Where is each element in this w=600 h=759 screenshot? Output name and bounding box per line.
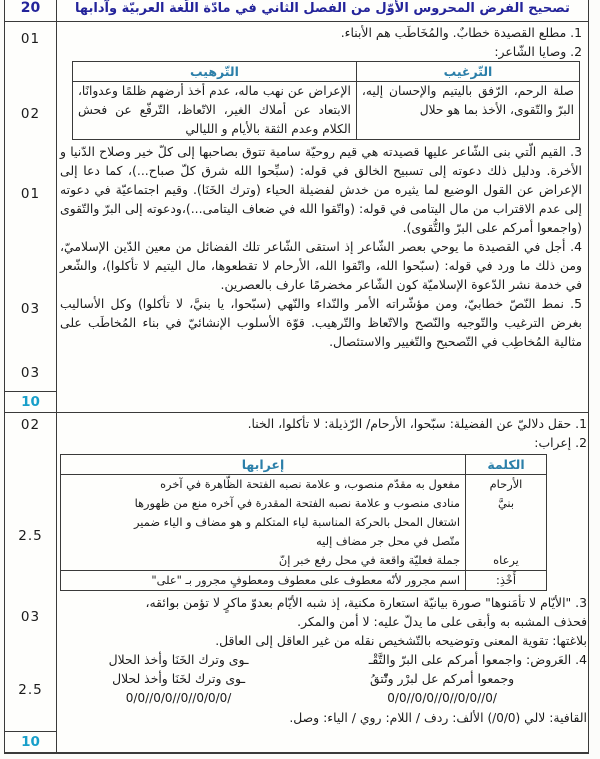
page-title: تصحيح الفرض المحروس الأوّل من الفصل الثاني في مادّة اللّغة العربيّة وآدابها	[75, 1, 570, 16]
answer-b3-line1: 3. "الأيّام لا تأمَنوها" صورة بيانيّة استعارة مكنية، إذ شبه الأيّام بعدوّ ماكرٍ لا تؤمن بوائقه،	[145, 595, 587, 610]
mark-q4: 03	[20, 301, 41, 317]
section-2	[5, 413, 588, 753]
section1-content	[57, 22, 588, 412]
answer-b2-label: 2. إعراب:	[534, 435, 587, 450]
aroud-phonetic-line	[60, 669, 587, 688]
aroud-verse-line	[60, 650, 587, 669]
mark-q1: 01	[20, 31, 41, 47]
word-bunayya: بنيَّ	[497, 496, 515, 510]
irab-header-row	[61, 455, 547, 475]
irab-lines-cell	[61, 475, 466, 571]
answer-5: 5. نمط النّصّ خطابيّ، ومن مؤشّراته الأمر والنّداء والنّهي (سبّحوا، يا بنيَّ، لا تأكلوا) وكل الأساليب بغرض الترغيب والتّوجيه والنّصح والاتّعاظ والتّرهيب. قوّة الأسلوب الإنشائيّ في بناء المُخاطَب على مثالية المُخاطِب في التّصحيح والتّغيير والاستئصال.	[60, 296, 582, 349]
wasaya-header-tarhib: التّرهيب	[73, 62, 357, 82]
wasaya-cell-targhib: صلة الرحم، الرّفق باليتيم والإحسان إليه، البرّ والتّقوى، الأخذ بما هو حلال	[356, 82, 579, 140]
section-1	[5, 22, 588, 413]
wasaya-body-row	[73, 82, 580, 140]
aroud-phonetic-left: ـوى وترك لخَنَا وأخذ لحلال	[112, 671, 246, 686]
section2-content	[57, 413, 593, 752]
mark-b2: 2.5	[18, 528, 43, 544]
aroud-phonetic-right: وجمعوا أمركم عل لبرْر وتّْتقُ	[370, 671, 515, 686]
qafiya-line: القافية: لالي (/0/0) الألف: ردف / اللام: روي / الياء: وصل.	[289, 710, 587, 725]
document-frame	[4, 0, 589, 754]
irab-line-5: جملة فعليّة واقعة في محل رفع خبر إنّ	[278, 553, 460, 567]
total-mark: 20	[5, 0, 57, 21]
answer-b3-line3: بلاغتها: تقوية المعنى وتوضيحه بالتّشخيص نقله من غير العاقل إلى العاقل.	[215, 633, 587, 648]
section2-subtotal: 10	[5, 731, 56, 752]
aroud-verse-left: ـوى وترك الخَنَا وأخذ الحلال	[108, 652, 249, 667]
irab-line-1: مفعول به مقدّم منصوب، و علامة نصبه الفتحة الظّاهرة في آخره	[160, 477, 460, 491]
scansion-left: 0/0//0/0//0//0/0/0/	[125, 691, 232, 705]
answer-1: 1. مطلع القصيدة خطابٌ. والمُخَاطَب هم الأبناء.	[340, 25, 582, 40]
irab-header-word: الكلمة	[466, 455, 547, 475]
wasaya-table	[72, 61, 580, 140]
answer-2-label: 2. وصايا الشّاعر:	[494, 44, 582, 59]
mark-b1: 02	[20, 417, 41, 433]
irab-row-1	[61, 475, 547, 571]
wasaya-header-row	[73, 62, 580, 82]
irab-table	[60, 454, 547, 591]
scansion-right: 0/0//0/0//0//0/0//0/	[387, 691, 497, 705]
irab-line-4: متّصل في محل جر مضاف إليه	[316, 534, 460, 548]
mark-q3: 01	[20, 186, 41, 202]
word-spacer	[471, 513, 541, 551]
wasaya-header-targhib: التّرغيب	[356, 62, 579, 82]
irab-line-2: منادى منصوب و علامة نصبه الفتحة المقدرة في آخره منع من ظهورها	[134, 496, 460, 510]
irab-header-irab: إعرابها	[61, 455, 466, 475]
irab-words-cell	[466, 475, 547, 571]
answer-b3-line2: فحذف المشبه به وأبقى على ما يدلّ عليه: لا أمن والمكر.	[297, 614, 587, 629]
mark-q2: 02	[20, 106, 41, 122]
irab-akhdh: اسم مجرور لأنّه معطوف على معطوف ومعطوفٍ مجرور بـ "على"	[61, 571, 466, 591]
word-alarham: الأرحام	[489, 477, 523, 491]
answer-4: 4. أجل في القصيدة ما يوحي بعصر الشّاعر إذ استقى الشّاعر تلك الفضائل من معين الدّين الإسلاميّ، ومن ذلك ما ورد في قوله: (سبّحوا الله، واتّقوا الله، الأرحام لا تقطعوها، مال اليتيم لا تأكلوا)، والشّعر في خدمة نشر الدّعوة الإسلاميّة كون الشّاعر مخضرمًا عارف بالعصرين.	[60, 239, 582, 292]
irab-row-2	[61, 571, 547, 591]
section1-subtotal: 10	[5, 391, 56, 412]
aroud-scansion-line	[60, 688, 587, 708]
section2-marks-column	[5, 413, 57, 752]
wasaya-cell-tarhib: الإعراض عن نهب ماله، عدم أخذ أرضهم ظلمًا وعدوانًا، الابتعاد عن أملاك الغير، الاتّعاظ، التّرفّع عن فحش الكلام وعدم الثقة بالأيام و الليالي	[73, 82, 357, 140]
section1-marks-column	[5, 22, 57, 412]
irab-line-3: اشتغال المحل بالحركة المناسبة لياء المتكلم و هو مضاف و الياء ضمير	[134, 515, 460, 529]
word-yaraah: يرعاه	[493, 553, 519, 567]
title-row	[5, 0, 588, 22]
mark-q5: 03	[20, 365, 41, 381]
qafiya-pattern: (/0/0)	[487, 711, 521, 725]
mark-b4: 2.5	[18, 682, 43, 698]
aroud-verse-right: 4. العَروض: واجمعوا أمركم على البرّ والتَّقْـ	[368, 652, 587, 667]
word-akhdh: أَخْذِ:	[466, 571, 547, 591]
mark-b3: 03	[20, 609, 41, 625]
answer-b1: 1. حقل دلاليّ عن الفضيلة: سبّحوا، الأرحام/ الرّذيلة: لا تأكلوا، الخنا.	[247, 416, 587, 431]
answer-3: 3. القيم الّتي بنى الشّاعر عليها قصيدته هي قيم روحيّة سامية تتوق بصاحبها إلى كلّ خير وصلاح الدّنيا و الأخرة. ودليل ذلك دعوته إلى تسبيح الخالق في قوله: (سبِّحوا الله شرق كلّ صباح...)، كما دعا إلى الإعراض عن القول الوضيع لما يثيره من خدش لفضيلة الحياء (وترك الخَنَا). وقيم اجتماعيّة في دعوته إلى عدم الاقتراب من مال اليتامى في قوله: (واتّقوا الله في ضعاف اليتامى...)،ودعوته إلى البرّ والتّقوى (واجمعوا أمركم على البرّ والتُّقوى).	[60, 144, 582, 235]
